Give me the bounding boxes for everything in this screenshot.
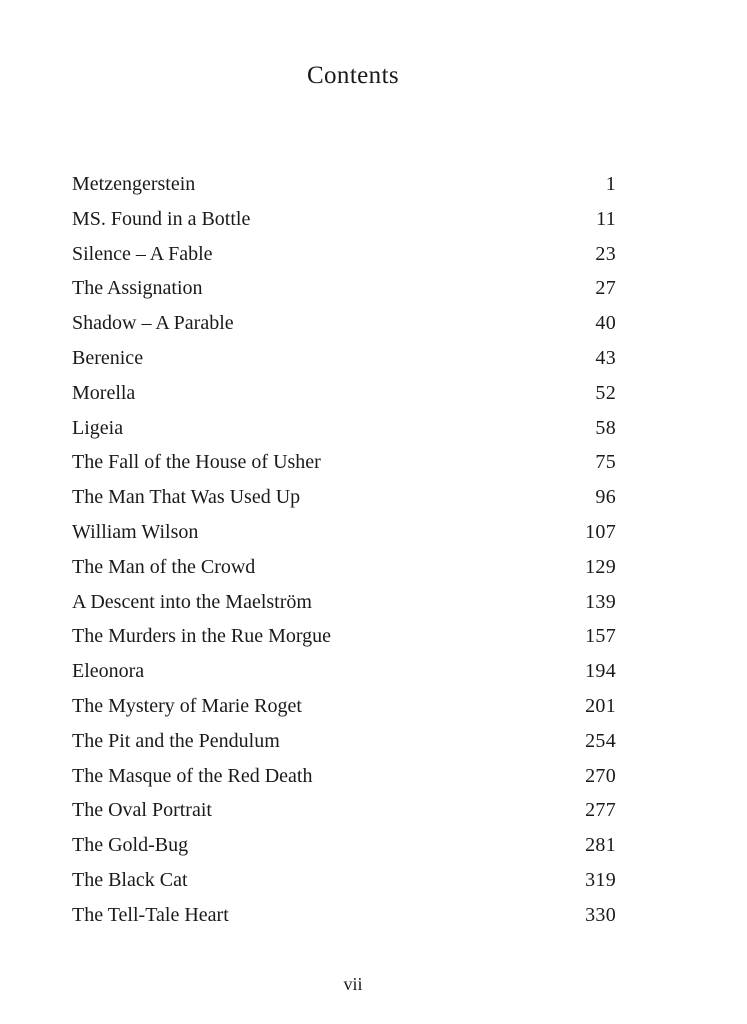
toc-entry-title: The Mystery of Marie Roget bbox=[72, 694, 302, 717]
toc-entry bbox=[72, 306, 616, 341]
toc-entry bbox=[72, 515, 616, 550]
toc-entry bbox=[72, 341, 616, 376]
toc-entry-title: The Fall of the House of Usher bbox=[72, 451, 321, 474]
page-title: Contents bbox=[306, 62, 400, 89]
page-folio-number: vii bbox=[343, 974, 363, 994]
toc-entry-page-number: 157 bbox=[585, 625, 616, 648]
toc-entry-title: The Assignation bbox=[72, 277, 203, 300]
toc-entry bbox=[72, 689, 616, 724]
toc-entry-page-number: 330 bbox=[585, 903, 616, 926]
toc-entry bbox=[72, 898, 616, 933]
toc-entry bbox=[72, 271, 616, 306]
toc-entry-page-number: 58 bbox=[595, 416, 616, 439]
toc-entry bbox=[72, 411, 616, 446]
toc-entry bbox=[72, 793, 616, 828]
toc-entry-title: The Man That Was Used Up bbox=[72, 486, 301, 509]
toc-entry bbox=[72, 619, 616, 654]
toc-entry bbox=[72, 724, 616, 759]
table-of-contents bbox=[72, 167, 616, 933]
toc-entry-title: Eleonora bbox=[72, 660, 145, 683]
toc-entry bbox=[72, 585, 616, 620]
toc-entry bbox=[72, 202, 616, 237]
toc-entry-title: The Gold-Bug bbox=[72, 834, 189, 857]
toc-entry bbox=[72, 376, 616, 411]
toc-entry-page-number: 319 bbox=[585, 868, 616, 891]
toc-entry-page-number: 129 bbox=[585, 555, 616, 578]
toc-entry-page-number: 11 bbox=[596, 207, 616, 230]
toc-entry-page-number: 96 bbox=[595, 486, 616, 509]
toc-entry-title: MS. Found in a Bottle bbox=[72, 207, 251, 230]
toc-entry-page-number: 139 bbox=[585, 590, 616, 613]
toc-entry-page-number: 254 bbox=[585, 729, 616, 752]
toc-entry-page-number: 1 bbox=[605, 173, 616, 195]
toc-entry-page-number: 75 bbox=[595, 451, 616, 474]
toc-entry-page-number: 43 bbox=[595, 346, 616, 369]
toc-entry-page-number: 277 bbox=[585, 799, 616, 822]
toc-entry bbox=[72, 237, 616, 272]
toc-entry bbox=[72, 445, 616, 480]
toc-entry bbox=[72, 480, 616, 515]
toc-entry-page-number: 194 bbox=[585, 660, 616, 683]
toc-entry-title: Ligeia bbox=[72, 416, 124, 439]
toc-entry bbox=[72, 654, 616, 689]
toc-entry bbox=[72, 550, 616, 585]
toc-entry-title: Berenice bbox=[72, 346, 144, 369]
toc-entry-page-number: 40 bbox=[595, 312, 616, 335]
toc-entry-page-number: 52 bbox=[595, 381, 616, 404]
toc-entry-title: The Oval Portrait bbox=[72, 799, 212, 822]
toc-entry-page-number: 281 bbox=[585, 834, 616, 857]
toc-entry-title: The Murders in the Rue Morgue bbox=[72, 625, 332, 648]
toc-entry bbox=[72, 828, 616, 863]
toc-entry-title: The Pit and the Pendulum bbox=[72, 729, 280, 752]
toc-entry-page-number: 270 bbox=[585, 764, 616, 787]
toc-entry-page-number: 23 bbox=[595, 242, 616, 265]
toc-entry bbox=[72, 759, 616, 794]
toc-entry-title: William Wilson bbox=[72, 520, 199, 543]
toc-entry-title: The Masque of the Red Death bbox=[72, 764, 313, 787]
toc-entry-page-number: 107 bbox=[585, 520, 616, 543]
toc-entry-title: Morella bbox=[72, 381, 136, 404]
toc-entry-title: The Black Cat bbox=[72, 868, 188, 891]
toc-entry-title: Shadow – A Parable bbox=[72, 312, 234, 335]
toc-entry-title: The Man of the Crowd bbox=[72, 555, 256, 578]
toc-entry-page-number: 27 bbox=[595, 277, 616, 300]
toc-entry-title: Silence – A Fable bbox=[72, 242, 213, 265]
toc-entry bbox=[72, 167, 616, 202]
toc-entry bbox=[72, 863, 616, 898]
toc-entry-title: A Descent into the Maelström bbox=[72, 590, 312, 613]
toc-entry-title: Metzengerstein bbox=[72, 173, 196, 195]
toc-entry-title: The Tell-Tale Heart bbox=[72, 903, 229, 926]
toc-entry-page-number: 201 bbox=[585, 694, 616, 717]
